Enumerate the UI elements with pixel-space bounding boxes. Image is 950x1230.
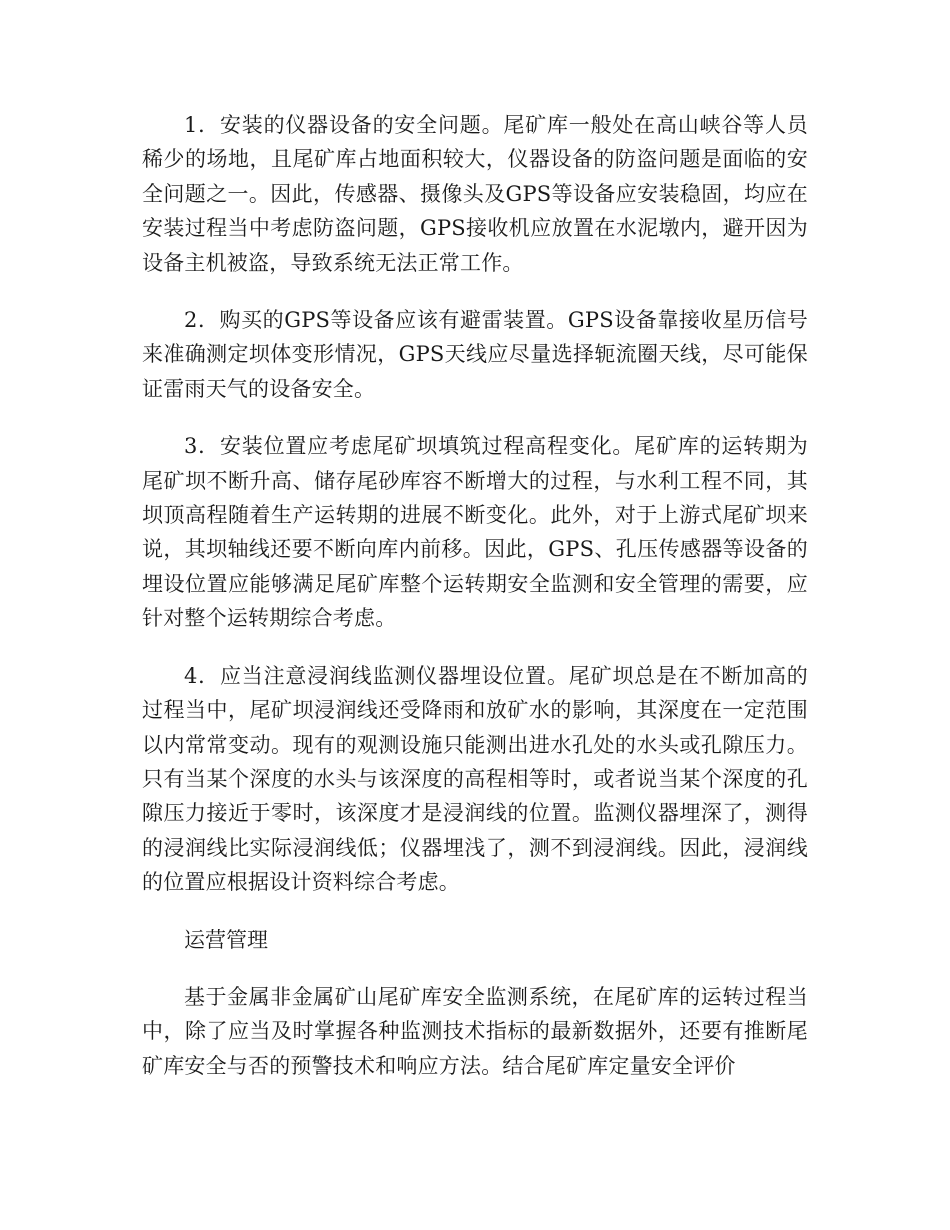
paragraph-4: 4．应当注意浸润线监测仪器埋设位置。尾矿坝总是在不断加高的过程当中，尾矿坝浸润线还受降雨和放矿水的影响，其深度在一定范围以内常常变动。现有的观测设施只能测出进水孔处的水头或孔隙压力。只有当某个深度的水头与该深度的高程相等时，或者说当某个深度的孔隙压力接近于零时，该深度才是浸润线的位置。监测仪器埋深了，测得的浸润线比实际浸润线低；仪器埋浅了，测不到浸润线。因此，浸润线的位置应根据设计资料综合考虑。 — [142, 663, 808, 895]
paragraph-2: 2．购买的GPS等设备应该有避雷装置。GPS设备靠接收星历信号来准确测定坝体变形情况，GPS天线应尽量选择轭流圈天线，尽可能保证雷雨天气的设备安全。 — [142, 308, 808, 401]
paragraph-3: 3．安装位置应考虑尾矿坝填筑过程高程变化。尾矿库的运转期为尾矿坝不断升高、储存尾砂库容不断增大的过程，与水利工程不同，其坝顶高程随着生产运转期的进展不断变化。此外，对于上游式尾矿坝来说，其坝轴线还要不断向库内前移。因此，GPS、孔压传感器等设备的埋设位置应能够满足尾矿库整个运转期安全监测和安全管理的需要，应针对整个运转期综合考虑。 — [142, 434, 808, 631]
section-heading: 运营管理 — [184, 927, 268, 952]
paragraph-5: 基于金属非金属矿山尾矿库安全监测系统，在尾矿库的运转过程当中，除了应当及时掌握各种监测技术指标的最新数据外，还要有推断尾矿库安全与否的预警技术和响应方法。结合尾矿库定量安全评价 — [142, 984, 808, 1078]
paragraph-1: 1．安装的仪器设备的安全问题。尾矿库一般处在高山峡谷等人员稀少的场地，且尾矿库占地面积较大，仪器设备的防盗问题是面临的安全问题之一。因此，传感器、摄像头及GPS等设备应安装稳固，均应在安装过程当中考虑防盗问题，GPS接收机应放置在水泥墩内，避开因为设备主机被盗，导致系统无法正常工作。 — [142, 113, 808, 275]
